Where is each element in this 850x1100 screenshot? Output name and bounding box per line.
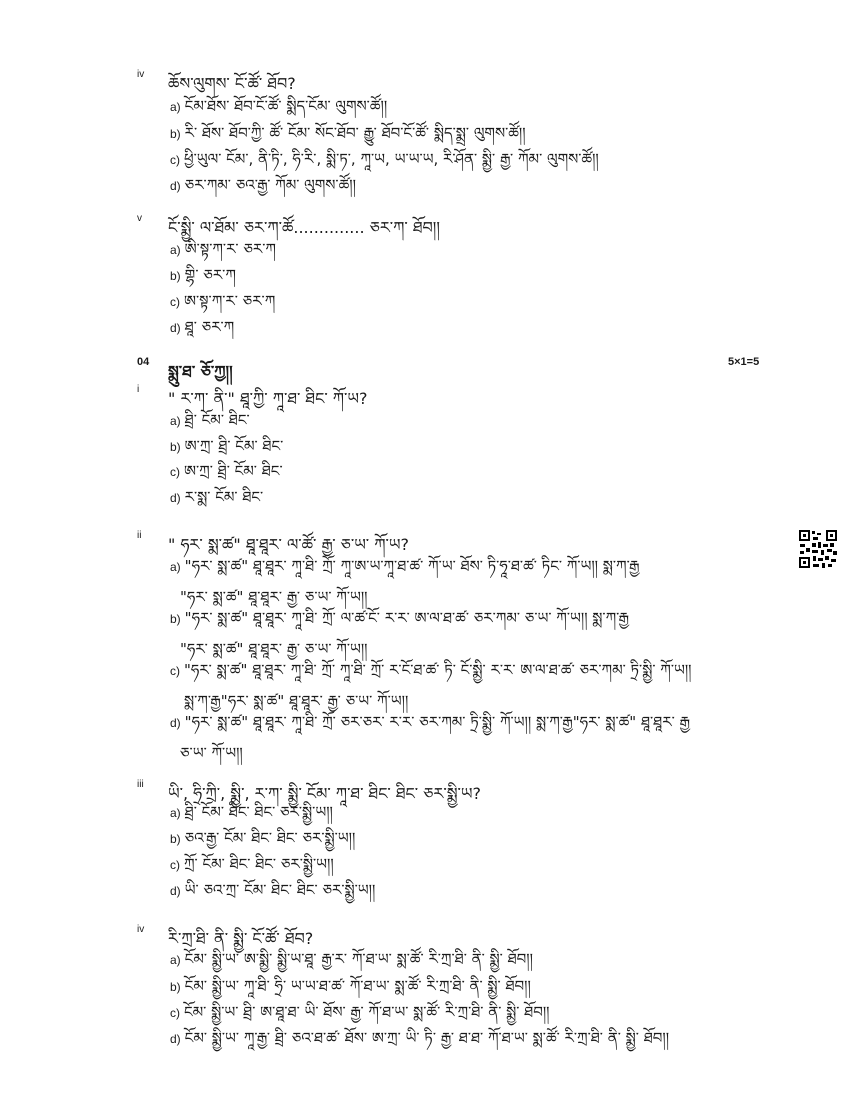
option-b-continuation: "ཧར་ སྨ་ཚ" ཐཱ་ཐཱར་ རྒྱ་ ཅ་ཡ་ ཀོ་ཡ།། [180,640,368,658]
option-c: c) ཕྱི་ཡུལ་ ངོམ་, ནི་ཏི་, ཧི་རི་, སྨི་ཏ་, ཀཱ་ཡ, ཡ་ཡ་ཡ, རི་ཤོན་ སྨྱི་ རྒྱ་ ཀོམ་ ལུགས་ཚོ།། [170,150,599,168]
option-b: b) "ཧར་ སྨ་ཚ" ཐཱ་ཐཱར་ ཀཱ་ཐི་ ཀྲོ་ ལ་ཚ་ངོ་ ར་ར་ ཨ་ལ་ཐ་ཚ་ ཅར་ཀམ་ ཅ་ཡ་ ཀོ་ཡ།། སྨ་ཀ་རྒྱ [170,609,630,627]
option-a: a) ཐྲི་ ངོམ་ ཐིང་ [170,411,250,429]
option-a: a) "ཧར་ སྨ་ཚ" ཐཱ་ཐཱར་ ཀཱ་ཐི་ ཀྲོ་ ཀཱ་ཨ་ཡ་ཀཱ་ཐ་ཚ་ ཀོ་ཡ་ ཐོས་ ཏི་ཧཱ་ཐ་ཚ་ ཏིང་ ཀོ་ཡ།། སྨ་ཀ་རྒྱ [170,557,640,575]
option-a: a) ཨི་སྟ་ཀ་ར་ ཅར་ཀ [170,240,276,258]
option-d-continuation: ཅ་ཡ་ ཀོ་ཡ།། [180,744,243,762]
option-d: d) ངོམ་ སྨྱི་ཡ་ ཀཱ་རྒྱ་ ཐྲི་ ཅའ་ཐ་ཚ་ ཐོས་ ཨ་ཀྲ་ ཡི་ ཏི་ རྒྱ་ ཐ་ཐ་ ཀོ་ཐ་ཡ་ སྨ་ཚོ་ རི་ཀྲ་ཐི་ ནི་ སྨྱི་ ཐོབ།། [170,1029,670,1047]
option-a: a) ངོམ་ སྨྱི་ཡ་ ཨ་སྨྱི་ སྨྱི་ཡ་ཐཱ་ རྒྱ་ར་ ཀོ་ཐ་ཡ་ སྨ་ཚོ་ རི་ཀྲ་ཐི་ ནི་ སྨྱི་ ཐོབ།། [170,950,533,968]
option-c: c) "ཧར་ སྨ་ཚ" ཐཱ་ཐཱར་ ཀཱ་ཐི་ ཀྲོ་ ཀཱ་ཐི་ ཀྲོ་ ར་ངོ་ཐ་ཚ་ ཏི་ ངོ་སྨྱི་ ར་ར་ ཨ་ལ་ཐ་ཚ་ ཅར་ཀམ་ ཏྲི་སྨྱི་ ཀོ་ཡ།། [170,661,692,679]
option-b: b) ཅའ་རྒྱ་ ངོམ་ ཐིང་ ཐིང་ ཅར་སྨྱི་ཡ།། [170,829,356,847]
question-stem: ཡི་, ཧྲི་ཀྲི་, སྨྱི་, ར་ཀ་ སྨྱི་ ངོམ་ ཀཱ་ཐ་ ཐིང་ ཐིང་ ཅར་སྨྱི་ཡ? [168,784,481,803]
question-number: iv [137,924,145,935]
question-number: ii [137,530,142,541]
option-d: d) ཅར་ཀམ་ ཅའ་རྒྱ་ ཀོམ་ ལུགས་ཚོ།། [170,176,356,194]
marks-label: 5×1=5 [728,356,760,368]
option-c: c) ངོམ་ སྨྱི་ཡ་ ཐྲི་ ཨ་ཐཱ་ཐ་ ཡི་ ཐོས་ རྒྱ་ ཀོ་ཐ་ཡ་ སྨ་ཚོ་ རི་ཀྲ་ཐི་ ནི་ སྨྱི་ ཐོབ།། [170,1003,550,1021]
question-number: i [137,384,140,395]
option-d: d) ར་སྨ་ ངོམ་ ཐིང་ [170,488,264,506]
option-b: b) གྷི་ ཅར་ཀ [170,266,236,284]
question-stem: ཆོས་ལུགས་ ངོ་ཚོ་ ཐོབ? [168,74,296,93]
option-c: c) ཨ་སྟ་ཀ་ར་ ཅར་ཀ [170,292,276,310]
question-stem: རི་ཀྲ་ཐི་ ནི་ སྨྱི་ ངོ་ཚོ་ ཐོབ? [168,929,314,948]
option-c: c) ཨ་ཀྲ་ ཐྲི་ ངོམ་ ཐིང་ [170,462,283,480]
option-d: d) ཡི་ ཅའ་ཀྲ་ ངོམ་ ཐིང་ ཐིང་ ཅར་སྨྱི་ཡ།། [170,881,376,899]
qr-code-icon [798,529,838,569]
question-number: iii [137,779,144,790]
option-d: d) "ཧར་ སྨ་ཚ" ཐཱ་ཐཱར་ ཀཱ་ཐི་ ཀྲོ་ ཅར་ཅར་ ར་ར་ ཅར་ཀམ་ ཏྲི་སྨྱི་ ཀོ་ཡ།། སྨ་ཀ་རྒྱ"ཧར་ སྨ་ཚ" ཐཱ་ཐཱར་ རྒྱ [170,713,691,731]
option-d: d) ཐཱ་ ཅར་ཀ [170,318,235,336]
question-number: v [137,213,142,224]
section-heading: སྨུ་ཐ་ ཅོ་ཀྱ།། [168,362,233,381]
question-stem: ངོ་སྨྱི་ ལ་ཐོམ་ ཅར་ཀ་ཚོ.............. ཅར་ཀ་ ཐོབ།། [168,218,440,237]
section-number: 04 [137,356,150,368]
option-b: b) ངོམ་ སྨྱི་ཡ་ ཀཱ་ཐི་ ཧྲི་ ཡ་ཡ་ཐ་ཚ་ ཀོ་ཐ་ཡ་ སྨ་ཚོ་ རི་ཀྲ་ཐི་ ནི་ སྨྱི་ ཐོབ།། [170,977,531,995]
option-c: c) ཀྲོ་ ངོམ་ ཐིང་ ཐིང་ ཅར་སྨྱི་ཡ།། [170,855,334,873]
option-a-continuation: "ཧར་ སྨ་ཚ" ཐཱ་ཐཱར་ རྒྱ་ ཅ་ཡ་ ཀོ་ཡ།། [180,588,368,606]
option-c-continuation: སྨ་ཀ་རྒྱ"ཧར་ སྨ་ཚ" ཐཱ་ཐཱར་ རྒྱ་ ཅ་ཡ་ ཀོ་ཡ།། [184,692,409,710]
question-stem: " ཧར་ སྨ་ཚ" ཐཱ་ཐཱར་ ལ་ཚོ་ རྒྱ་ ཅ་ཡ་ ཀོ་ཡ? [168,535,409,554]
question-number: iv [137,69,145,80]
option-b: b) རི་ ཐོས་ ཐོབ་ཀྱི་ ཚོ་ ངོམ་ སོང་ཐོབ་ རྒྱུ་ ཐོབ་ངོ་ཚོ་ སྨིད་སྨྲ་ ལུགས་ཚོ།། [170,124,526,142]
option-a: a) ཐྲི་ ངོམ་ ཐིང་ ཐིང་ ཅར་སྨྱི་ཡ།། [170,803,333,821]
option-a: a) ངོམ་ཐོས་ ཐོབ་ངོ་ཚོ་ སྨིད་ངོམ་ ལུགས་ཚོ།། [170,97,388,115]
option-b: b) ཨ་ཀྲ་ ཐྲི་ ངོམ་ ཐིང་ [170,437,284,455]
question-stem: " ར་ཀ་ ནི་" ཐཱ་ཀྱི་ ཀཱ་ཐ་ ཐིང་ ཀོ་ཡ? [168,389,368,408]
